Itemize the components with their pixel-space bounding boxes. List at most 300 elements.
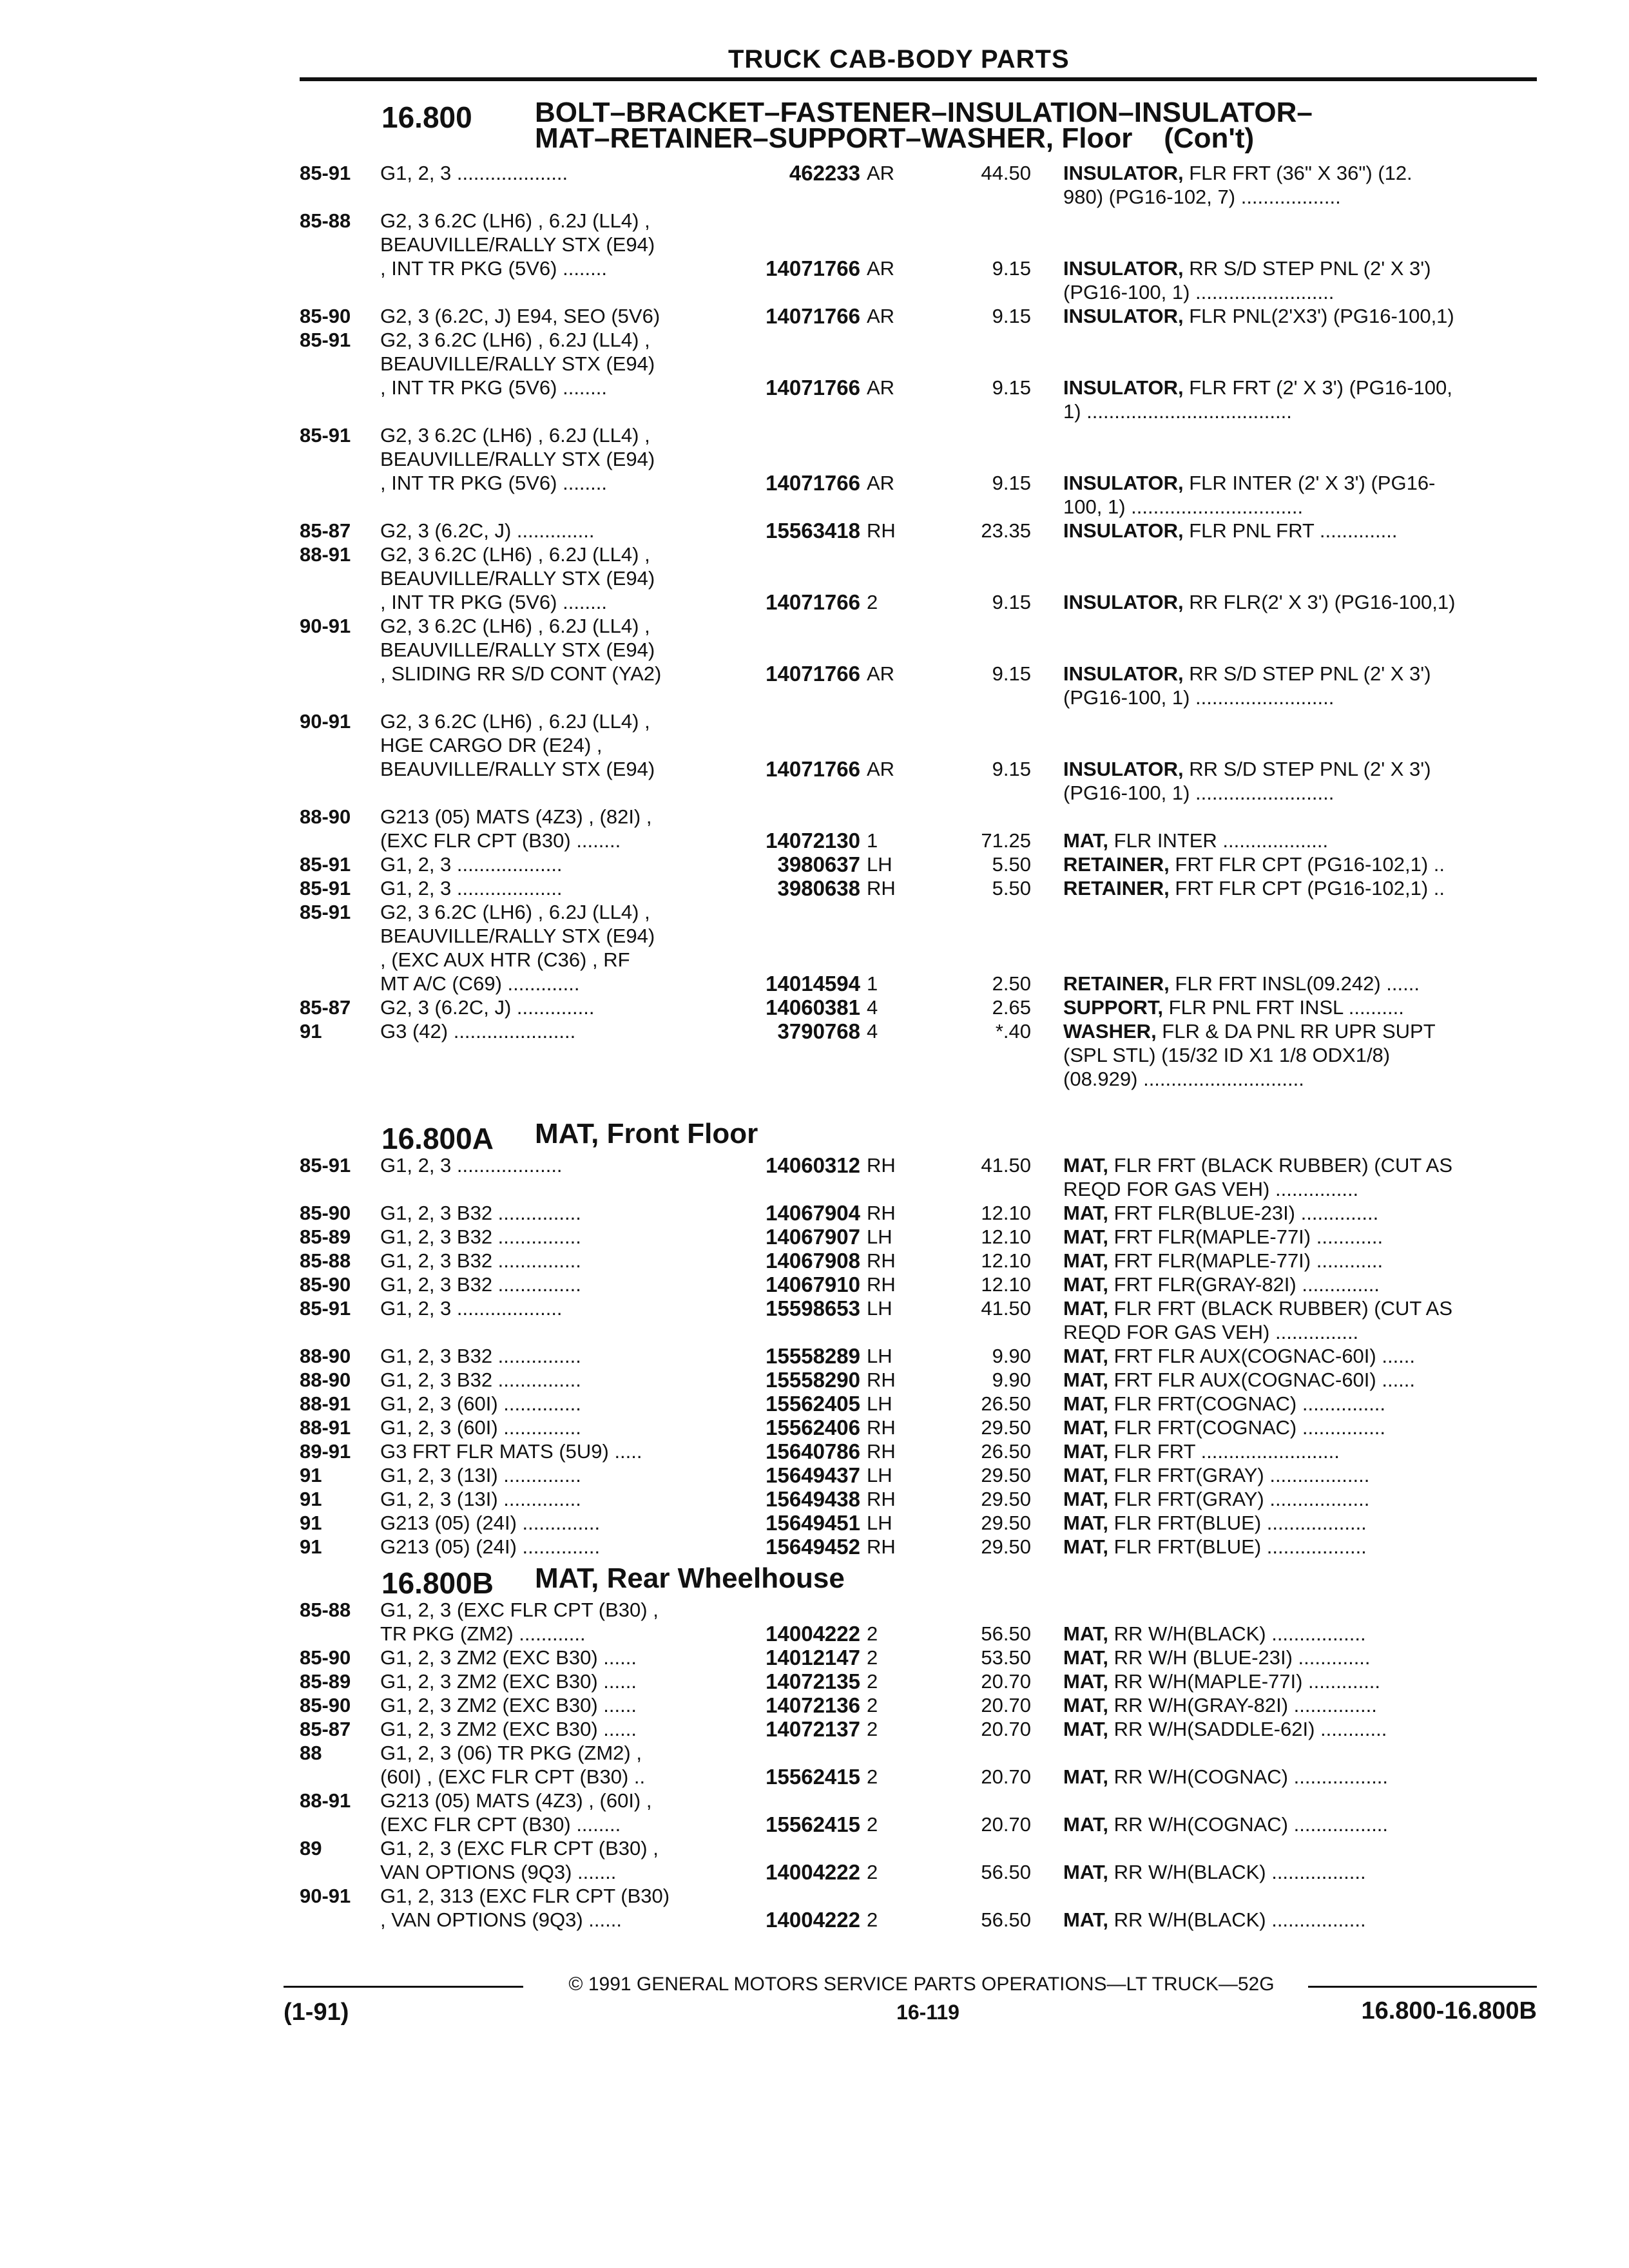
part-description (1063, 1273, 1540, 1296)
quantity: AR (867, 472, 895, 494)
part-description (1063, 757, 1540, 805)
part-number: 14004222 (766, 1860, 860, 1884)
quantity: AR (867, 257, 895, 280)
application: G1, 2, 3 (06) TR PKG (ZM2) , (60I) , (EXC FLR CPT (B30) .. (380, 1742, 646, 1788)
part-detail: FLR INTER (2' X 3') (PG16- 100, 1) ............................... (1063, 472, 1436, 518)
part-number: 15562415 (766, 1765, 860, 1789)
model-years: 91 (300, 1512, 322, 1534)
price: 29.50 (981, 1488, 1031, 1510)
application: G2, 3 (6.2C, J) .............. (380, 996, 595, 1019)
part-detail: RR FLR(2' X 3') (PG16-100,1) (1183, 591, 1456, 613)
model-years: 85-90 (300, 1694, 351, 1716)
quantity: RH (867, 1488, 896, 1510)
application: G1, 2, 3 ................... (380, 853, 563, 876)
parts-row (0, 1511, 1629, 1535)
part-number: 14071766 (766, 471, 860, 495)
model-years: 85-90 (300, 1202, 351, 1224)
parts-row (0, 1273, 1629, 1296)
section-number: 16.800 (381, 101, 472, 134)
part-number: 15649452 (766, 1535, 860, 1559)
price: 9.15 (992, 257, 1031, 280)
model-years: 85-88 (300, 1249, 351, 1272)
parts-row (0, 1201, 1629, 1225)
price: 44.50 (981, 162, 1031, 184)
part-name: MAT, (1063, 1622, 1109, 1645)
part-name: MAT, (1063, 1535, 1109, 1558)
quantity: RH (867, 1369, 896, 1391)
part-detail: FLR FRT (BLACK RUBBER) (CUT AS REQD FOR GAS VEH) ............... (1063, 1154, 1453, 1200)
part-description (1063, 161, 1540, 209)
quantity: 2 (867, 1622, 878, 1645)
quantity: LH (867, 1345, 892, 1367)
part-detail: RR W/H(BLACK) ................. (1108, 1908, 1366, 1931)
part-description (1063, 1344, 1540, 1368)
price: 20.70 (981, 1718, 1031, 1740)
quantity: 2 (867, 1813, 878, 1836)
quantity: LH (867, 853, 892, 876)
part-detail: RR W/H(SADDLE-62I) ............ (1108, 1718, 1387, 1740)
parts-row (0, 1249, 1629, 1273)
part-detail: FRT FLR(GRAY-82I) .............. (1108, 1273, 1380, 1296)
part-description (1063, 1019, 1540, 1091)
model-years: 85-91 (300, 901, 351, 923)
part-description (1063, 1249, 1540, 1273)
part-detail: FLR FRT ......................... (1108, 1440, 1340, 1463)
part-number: 14071766 (766, 304, 860, 328)
price: 2.65 (992, 996, 1031, 1019)
price: 12.10 (981, 1249, 1031, 1272)
application: G1, 2, 3 (60I) .............. (380, 1392, 581, 1415)
part-description (1063, 304, 1540, 328)
price: 20.70 (981, 1694, 1031, 1716)
part-number: 14072130 (766, 829, 860, 852)
parts-row (0, 1153, 1629, 1201)
application: G1, 2, 313 (EXC FLR CPT (B30) , VAN OPTIONS (9Q3) ...... (380, 1885, 670, 1931)
footer-page-number: 16-119 (896, 2001, 959, 2024)
parts-row (0, 1416, 1629, 1439)
application: G1, 2, 3 B32 ............... (380, 1225, 581, 1248)
application: G2, 3 6.2C (LH6) , 6.2J (LL4) , BEAUVILLE/RALLY STX (E94) , INT TR PKG (5V6) ........ (380, 543, 655, 613)
parts-row (0, 1368, 1629, 1392)
price: 41.50 (981, 1154, 1031, 1177)
model-years: 91 (300, 1488, 322, 1510)
section-title-line (535, 122, 1501, 154)
part-number: 3980638 (777, 876, 860, 900)
price: 2.50 (992, 972, 1031, 995)
model-years: 88-90 (300, 1345, 351, 1367)
parts-row (0, 1439, 1629, 1463)
price: 5.50 (992, 853, 1031, 876)
model-years: 90-91 (300, 710, 351, 733)
application: G1, 2, 3 (EXC FLR CPT (B30) , VAN OPTIONS (9Q3) ....... (380, 1837, 659, 1883)
quantity: RH (867, 1273, 896, 1296)
price: 29.50 (981, 1512, 1031, 1534)
part-number: 14071766 (766, 256, 860, 280)
part-number: 14012147 (766, 1646, 860, 1669)
catalog-section (0, 93, 1629, 1091)
parts-row (0, 1344, 1629, 1368)
parts-row (0, 876, 1629, 900)
parts-row (0, 304, 1629, 328)
part-description (1063, 256, 1540, 304)
part-name: MAT, (1063, 1908, 1109, 1931)
part-description (1063, 1487, 1540, 1511)
application: G1, 2, 3 B32 ............... (380, 1249, 581, 1272)
application: G2, 3 6.2C (LH6) , 6.2J (LL4) , BEAUVILLE/RALLY STX (E94) , INT TR PKG (5V6) ........ (380, 424, 655, 494)
part-name: INSULATOR, (1063, 162, 1184, 184)
part-description (1063, 1812, 1540, 1836)
quantity: 4 (867, 996, 878, 1019)
section-heading (0, 1559, 1629, 1598)
price: 29.50 (981, 1416, 1031, 1439)
part-name: MAT, (1063, 1488, 1109, 1510)
quantity: RH (867, 1416, 896, 1439)
part-detail: RR W/H(BLACK) ................. (1108, 1861, 1366, 1883)
model-years: 85-91 (300, 1154, 351, 1177)
model-years: 88-91 (300, 543, 351, 566)
part-description (1063, 471, 1540, 519)
section-heading (0, 1115, 1629, 1153)
quantity: RH (867, 519, 896, 542)
price: 20.70 (981, 1813, 1031, 1836)
model-years: 85-87 (300, 996, 351, 1019)
part-number: 15562405 (766, 1392, 860, 1416)
application: G1, 2, 3 (13I) .............. (380, 1464, 581, 1486)
part-number: 15649451 (766, 1511, 860, 1535)
parts-row (0, 1884, 1629, 1932)
price: 9.15 (992, 472, 1031, 494)
part-description (1063, 1439, 1540, 1463)
quantity: 2 (867, 1861, 878, 1883)
model-years: 85-91 (300, 853, 351, 876)
part-name: MAT, (1063, 1154, 1109, 1177)
parts-row (0, 900, 1629, 995)
parts-row (0, 1487, 1629, 1511)
part-description (1063, 1201, 1540, 1225)
part-number: 14067910 (766, 1273, 860, 1296)
part-description (1063, 519, 1540, 543)
quantity: 2 (867, 1670, 878, 1693)
model-years: 91 (300, 1464, 322, 1486)
part-number: 14004222 (766, 1908, 860, 1932)
part-name: MAT, (1063, 1273, 1109, 1296)
application: G1, 2, 3 ZM2 (EXC B30) ...... (380, 1718, 637, 1740)
part-name: MAT, (1063, 1416, 1109, 1439)
part-description (1063, 1908, 1540, 1932)
model-years: 88-91 (300, 1392, 351, 1415)
parts-row (0, 709, 1629, 805)
quantity: LH (867, 1464, 892, 1486)
quantity: AR (867, 376, 895, 399)
application: G1, 2, 3 .................... (380, 162, 568, 184)
part-description (1063, 1717, 1540, 1741)
parts-row (0, 995, 1629, 1019)
quantity: RH (867, 1440, 896, 1463)
application: G1, 2, 3 B32 ............... (380, 1369, 581, 1391)
price: 29.50 (981, 1535, 1031, 1558)
part-name: INSULATOR, (1063, 376, 1184, 399)
part-description (1063, 1153, 1540, 1201)
application: G213 (05) MATS (4Z3) , (82I) , (EXC FLR CPT (B30) ........ (380, 805, 652, 852)
parts-row (0, 1836, 1629, 1884)
part-description (1063, 662, 1540, 709)
price: 9.90 (992, 1345, 1031, 1367)
part-name: MAT, (1063, 1512, 1109, 1534)
part-number: 15640786 (766, 1439, 860, 1463)
quantity: 2 (867, 1718, 878, 1740)
price: 56.50 (981, 1622, 1031, 1645)
part-description (1063, 852, 1540, 876)
part-detail: FLR FRT (36" X 36") (12. 980) (PG16-102, 7) .................. (1063, 162, 1412, 208)
application: G1, 2, 3 B32 ............... (380, 1345, 581, 1367)
parts-row (0, 423, 1629, 519)
part-detail: RR W/H(GRAY-82I) ............... (1108, 1694, 1377, 1716)
part-description (1063, 876, 1540, 900)
quantity: RH (867, 1154, 896, 1177)
part-name: MAT, (1063, 1440, 1109, 1463)
parts-row (0, 1693, 1629, 1717)
part-description (1063, 829, 1540, 852)
price: 56.50 (981, 1908, 1031, 1931)
price: 20.70 (981, 1670, 1031, 1693)
part-number: 14060381 (766, 995, 860, 1019)
model-years: 85-89 (300, 1670, 351, 1693)
quantity: AR (867, 162, 895, 184)
model-years: 85-90 (300, 1646, 351, 1669)
part-number: 3980637 (777, 852, 860, 876)
part-number: 14071766 (766, 662, 860, 686)
model-years: 89-91 (300, 1440, 351, 1463)
part-number: 14071766 (766, 757, 860, 781)
parts-row (0, 1225, 1629, 1249)
part-name: MAT, (1063, 1718, 1109, 1740)
part-description (1063, 1765, 1540, 1789)
part-number: 14004222 (766, 1622, 860, 1646)
parts-row (0, 209, 1629, 304)
model-years: 85-89 (300, 1225, 351, 1248)
price: 9.15 (992, 758, 1031, 780)
part-detail: FLR PNL FRT INSL .......... (1163, 996, 1404, 1019)
application: G3 FRT FLR MATS (5U9) ..... (380, 1440, 642, 1463)
application: G1, 2, 3 (60I) .............. (380, 1416, 581, 1439)
section-title (535, 1118, 1501, 1149)
price: 41.50 (981, 1297, 1031, 1320)
application: G1, 2, 3 ZM2 (EXC B30) ...... (380, 1646, 637, 1669)
part-number: 14072136 (766, 1693, 860, 1717)
parts-row (0, 1717, 1629, 1741)
section-title-continued: (Con't) (1164, 122, 1255, 154)
part-name: RETAINER, (1063, 877, 1170, 899)
model-years: 85-91 (300, 329, 351, 351)
price: 9.15 (992, 305, 1031, 327)
parts-row (0, 1789, 1629, 1836)
part-detail: FLR FRT(BLUE) .................. (1108, 1535, 1367, 1558)
part-number: 462233 (789, 161, 860, 185)
part-name: INSULATOR, (1063, 662, 1184, 685)
model-years: 89 (300, 1837, 322, 1860)
model-years: 91 (300, 1535, 322, 1558)
part-detail: FRT FLR CPT (PG16-102,1) .. (1169, 877, 1445, 899)
footer-date: (1-91) (284, 1999, 349, 2026)
application: G3 (42) ...................... (380, 1020, 576, 1043)
model-years: 88 (300, 1742, 322, 1764)
part-name: MAT, (1063, 1646, 1109, 1669)
part-description (1063, 1535, 1540, 1559)
part-name: INSULATOR, (1063, 257, 1184, 280)
part-name: MAT, (1063, 829, 1109, 852)
quantity: RH (867, 1202, 896, 1224)
parts-row (0, 1392, 1629, 1416)
part-detail: FLR FRT (BLACK RUBBER) (CUT AS REQD FOR GAS VEH) ............... (1063, 1297, 1453, 1343)
part-name: MAT, (1063, 1202, 1109, 1224)
application: G2, 3 6.2C (LH6) , 6.2J (LL4) , HGE CARGO DR (E24) , BEAUVILLE/RALLY STX (E94) (380, 710, 655, 780)
part-number: 15598653 (766, 1296, 860, 1320)
part-name: MAT, (1063, 1225, 1109, 1248)
part-detail: FLR FRT(COGNAC) ............... (1108, 1392, 1386, 1415)
parts-row (0, 1463, 1629, 1487)
section-title-text: MAT–RETAINER–SUPPORT–WASHER, Floor (535, 122, 1133, 154)
section-title (535, 97, 1501, 154)
price: 9.15 (992, 662, 1031, 685)
section-number: 16.800A (381, 1122, 494, 1155)
application: G1, 2, 3 B32 ............... (380, 1273, 581, 1296)
part-name: MAT, (1063, 1813, 1109, 1836)
part-number: 14067908 (766, 1249, 860, 1273)
part-number: 15562406 (766, 1416, 860, 1439)
part-name: RETAINER, (1063, 972, 1170, 995)
part-description (1063, 1511, 1540, 1535)
parts-row (0, 614, 1629, 709)
part-name: INSULATOR, (1063, 591, 1184, 613)
price: 9.15 (992, 376, 1031, 399)
part-number: 14067904 (766, 1201, 860, 1225)
quantity: RH (867, 1249, 896, 1272)
section-title-line: BOLT–BRACKET–FASTENER–INSULATION–INSULATOR– (535, 97, 1313, 128)
part-detail: FLR FRT INSL(09.242) ...... (1169, 972, 1420, 995)
part-number: 15649438 (766, 1487, 860, 1511)
part-number: 15562415 (766, 1812, 860, 1836)
application: G2, 3 6.2C (LH6) , 6.2J (LL4) , BEAUVILLE/RALLY STX (E94) , INT TR PKG (5V6) ........ (380, 209, 655, 280)
section-title-line: MAT, Rear Wheelhouse (535, 1562, 845, 1594)
part-detail: RR S/D STEP PNL (2' X 3') (PG16-100, 1) ......................... (1063, 662, 1431, 709)
price: 29.50 (981, 1464, 1031, 1486)
part-name: MAT, (1063, 1345, 1109, 1367)
application: G2, 3 6.2C (LH6) , 6.2J (LL4) , BEAUVILLE/RALLY STX (E94) , SLIDING RR S/D CONT (YA2) (380, 615, 662, 685)
price: 56.50 (981, 1861, 1031, 1883)
part-detail: FRT FLR AUX(COGNAC-60I) ...... (1108, 1369, 1416, 1391)
application: G1, 2, 3 (EXC FLR CPT (B30) , TR PKG (ZM2) ............ (380, 1599, 659, 1645)
parts-row (0, 328, 1629, 423)
application: G1, 2, 3 ZM2 (EXC B30) ...... (380, 1670, 637, 1693)
part-number: 14071766 (766, 376, 860, 399)
part-number: 14060312 (766, 1153, 860, 1177)
footer-rule-right (1308, 1986, 1537, 1988)
part-name: INSULATOR, (1063, 472, 1184, 494)
part-name: MAT, (1063, 1861, 1109, 1883)
part-description (1063, 1368, 1540, 1392)
footer-copyright: © 1991 GENERAL MOTORS SERVICE PARTS OPERATIONS—LT TRUCK—52G (568, 1974, 1275, 1995)
model-years: 88-90 (300, 1369, 351, 1391)
part-description (1063, 376, 1540, 423)
part-name: INSULATOR, (1063, 519, 1184, 542)
part-detail: FRT FLR(MAPLE-77I) ............ (1108, 1249, 1383, 1272)
part-name: INSULATOR, (1063, 305, 1184, 327)
part-detail: FLR FRT (2' X 3') (PG16-100, 1) ..................................... (1063, 376, 1452, 423)
part-detail: FLR FRT(BLUE) .................. (1108, 1512, 1367, 1534)
section-title-line: MAT, Front Floor (535, 1118, 758, 1149)
part-name: MAT, (1063, 1249, 1109, 1272)
model-years: 85-88 (300, 1599, 351, 1621)
part-name: MAT, (1063, 1369, 1109, 1391)
part-detail: RR W/H(BLACK) ................. (1108, 1622, 1366, 1645)
model-years: 85-87 (300, 519, 351, 542)
part-detail: FLR PNL(2'X3') (PG16-100,1) (1183, 305, 1454, 327)
part-description (1063, 1669, 1540, 1693)
part-detail: FRT FLR AUX(COGNAC-60I) ...... (1108, 1345, 1416, 1367)
price: 12.10 (981, 1273, 1031, 1296)
part-number: 14072137 (766, 1717, 860, 1741)
part-detail: RR W/H (BLUE-23I) ............. (1108, 1646, 1371, 1669)
price: 20.70 (981, 1765, 1031, 1788)
quantity: 2 (867, 1908, 878, 1931)
quantity: RH (867, 1535, 896, 1558)
part-name: INSULATOR, (1063, 758, 1184, 780)
part-number: 3790768 (777, 1019, 860, 1043)
part-detail: RR W/H(COGNAC) ................. (1108, 1813, 1389, 1836)
quantity: LH (867, 1392, 892, 1415)
parts-row (0, 519, 1629, 543)
price: 71.25 (981, 829, 1031, 852)
application: G2, 3 6.2C (LH6) , 6.2J (LL4) , BEAUVILLE/RALLY STX (E94) , (EXC AUX HTR (C36) , RF MT A/C (C69) ............. (380, 901, 655, 995)
model-years: 85-90 (300, 1273, 351, 1296)
model-years: 85-91 (300, 877, 351, 899)
part-name: MAT, (1063, 1392, 1109, 1415)
application: G1, 2, 3 B32 ............... (380, 1202, 581, 1224)
part-description (1063, 1416, 1540, 1439)
part-description (1063, 1225, 1540, 1249)
part-description (1063, 1860, 1540, 1884)
quantity: LH (867, 1512, 892, 1534)
section-number: 16.800B (381, 1566, 494, 1600)
price: 26.50 (981, 1392, 1031, 1415)
price: 9.15 (992, 591, 1031, 613)
price: 53.50 (981, 1646, 1031, 1669)
quantity: AR (867, 758, 895, 780)
model-years: 90-91 (300, 615, 351, 637)
part-detail: RR W/H(COGNAC) ................. (1108, 1765, 1389, 1788)
footer-rule-left (284, 1986, 523, 1988)
model-years: 88-90 (300, 805, 351, 828)
catalog-section (0, 1559, 1629, 1932)
quantity: 1 (867, 829, 878, 852)
part-detail: RR S/D STEP PNL (2' X 3') (PG16-100, 1) ......................... (1063, 257, 1431, 303)
quantity: 2 (867, 1765, 878, 1788)
quantity: RH (867, 877, 896, 899)
part-number: 14067907 (766, 1225, 860, 1249)
quantity: 2 (867, 591, 878, 613)
part-description (1063, 995, 1540, 1019)
price: *.40 (995, 1020, 1031, 1043)
quantity: 2 (867, 1646, 878, 1669)
part-detail: FLR FRT(GRAY) .................. (1108, 1464, 1370, 1486)
section-title (535, 1562, 1501, 1594)
quantity: LH (867, 1225, 892, 1248)
application: G1, 2, 3 ZM2 (EXC B30) ...... (380, 1694, 637, 1716)
price: 12.10 (981, 1225, 1031, 1248)
part-name: MAT, (1063, 1765, 1109, 1788)
section-heading (0, 93, 1629, 161)
part-name: SUPPORT, (1063, 996, 1164, 1019)
